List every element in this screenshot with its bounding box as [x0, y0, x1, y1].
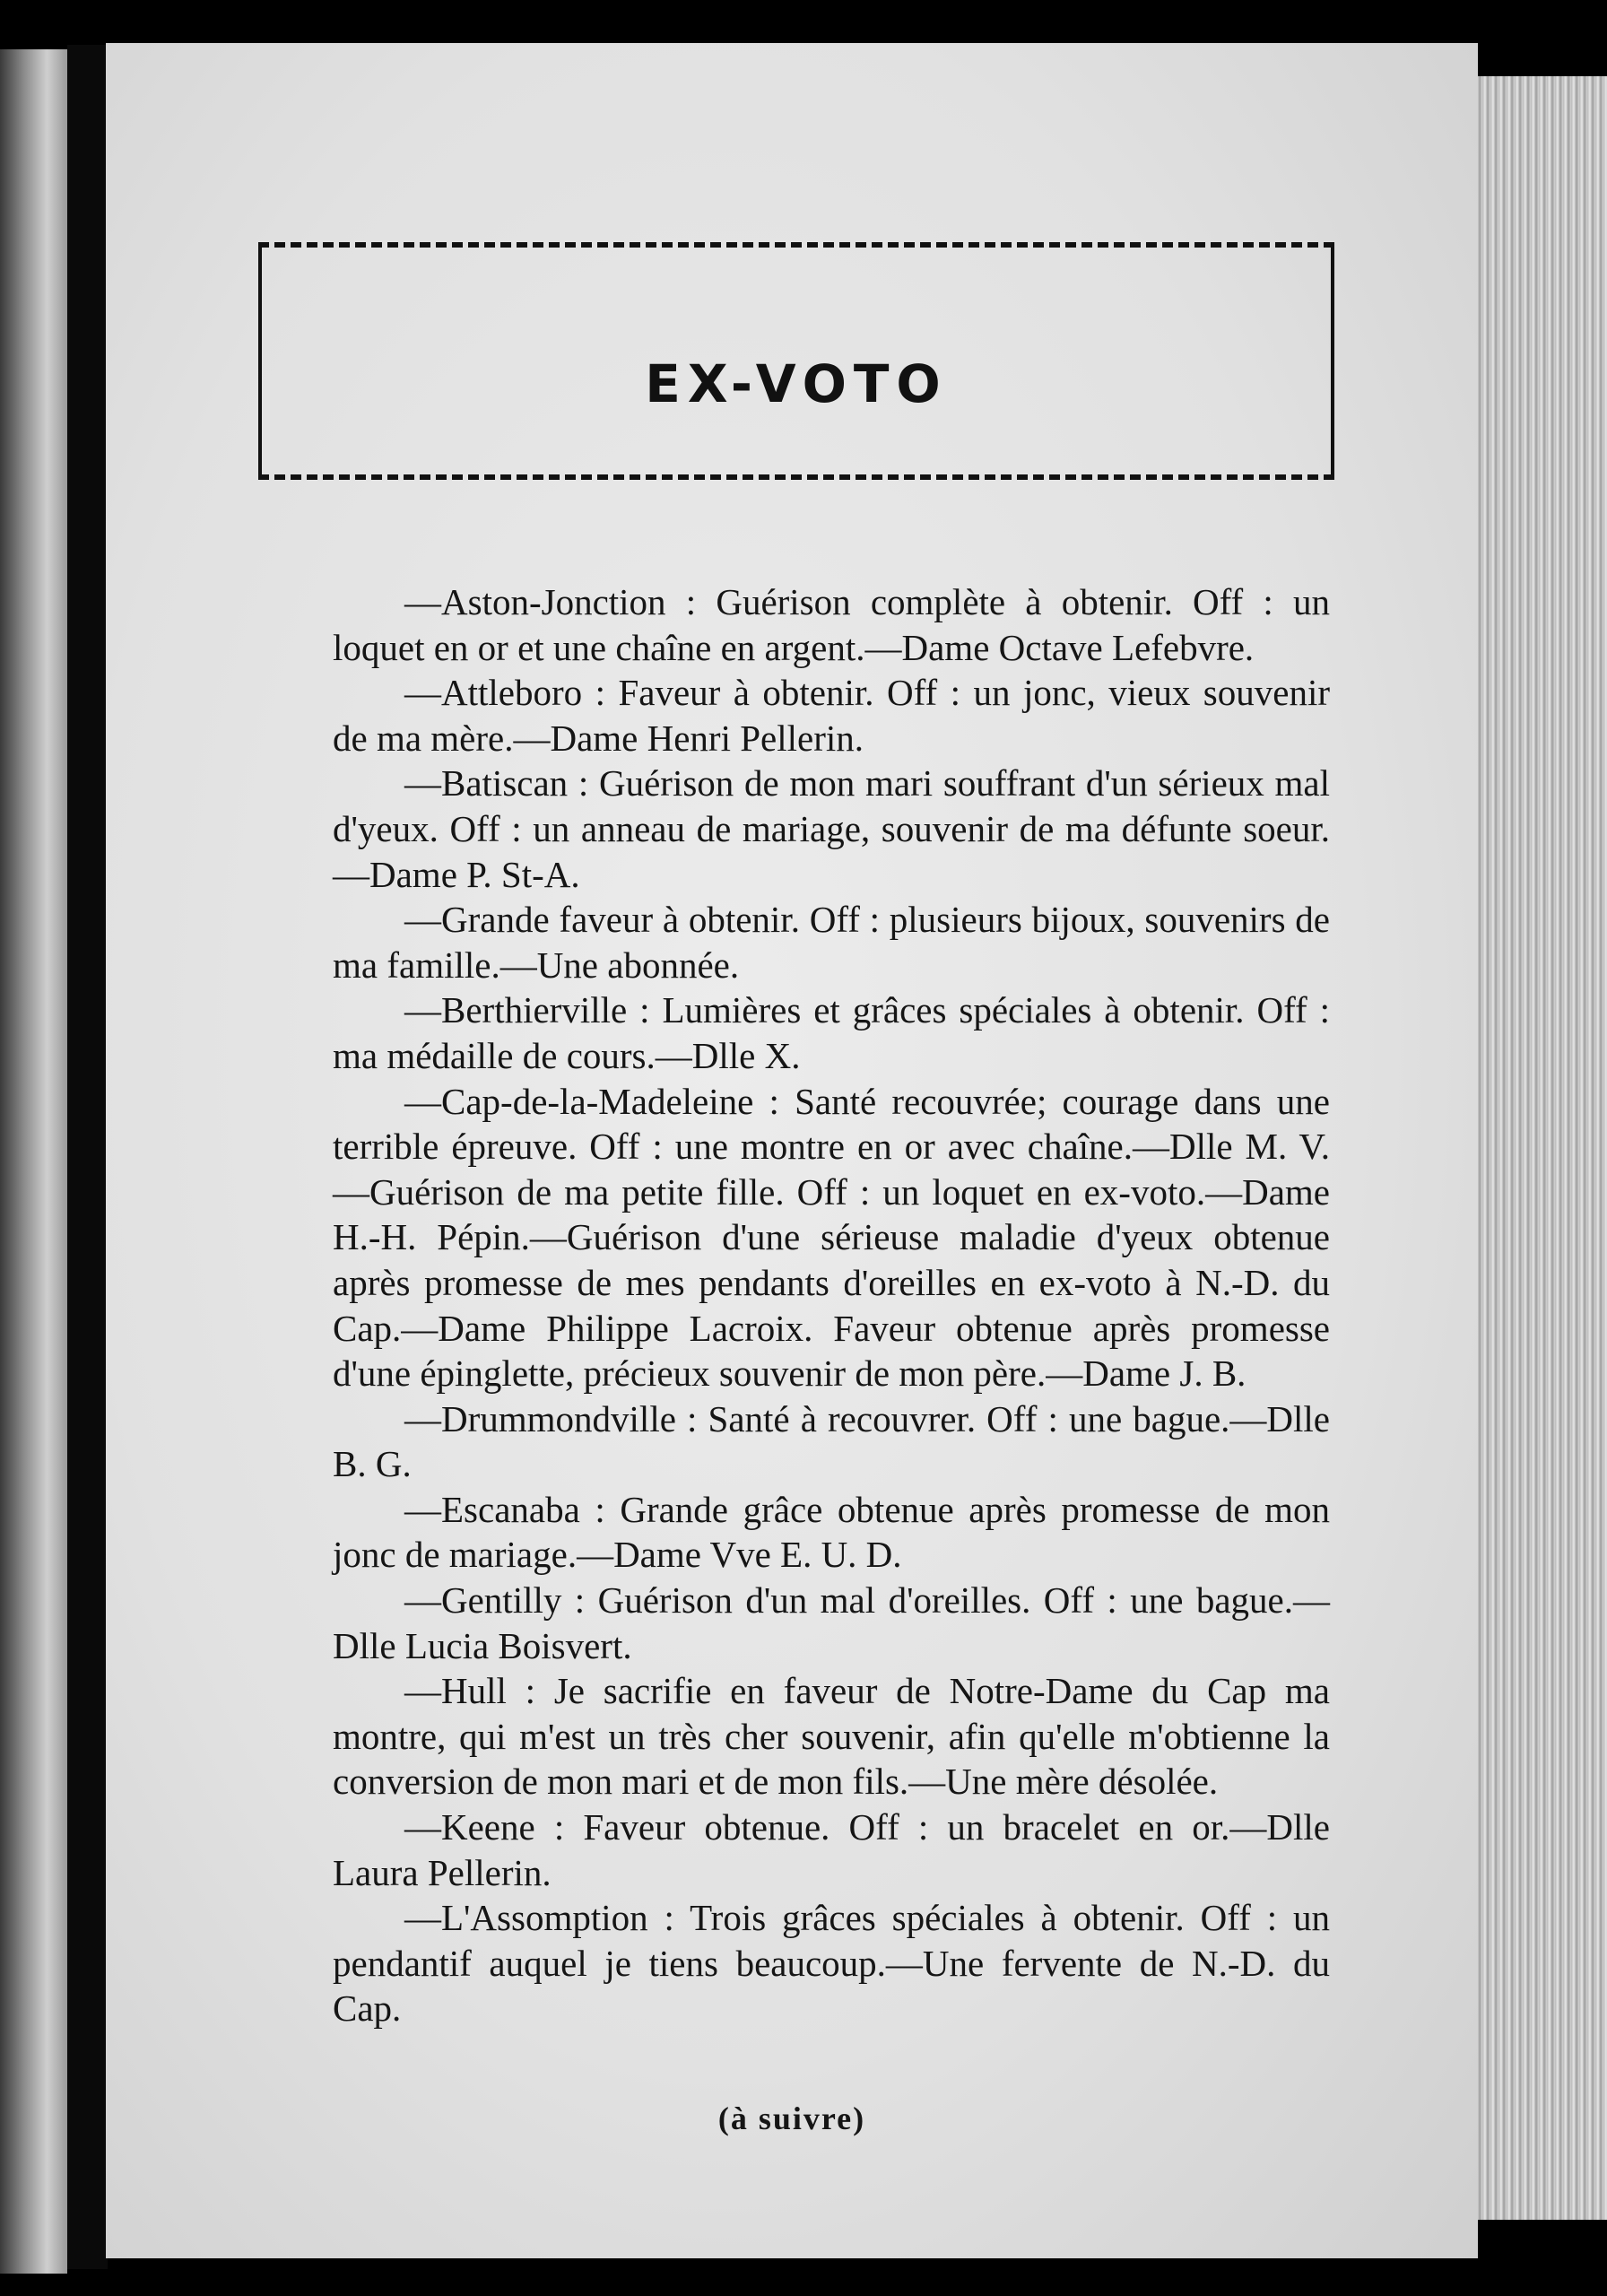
entry-cap-de-la-madeleine: —Cap-de-la-Madeleine : Santé recouvrée; courage dans une terrible épreuve. Off : une montre en or avec chaîne.—Dlle M. V.—Guérison de ma petite fille. Off : un loquet en ex-voto.—Dame H.-H. Pépin.—Guérison d'une sérieuse maladie d'yeux obtenue après promesse de mes pendants d'oreilles en ex-voto à N.-D. du Cap.—Dame Philippe Lacroix. Faveur obtenue après promesse d'une épinglette, précieux souvenir de mon père.—Dame J. B. — [333, 1080, 1330, 1395]
entry-keene: —Keene : Faveur obtenue. Off : un bracelet en or.—Dlle Laura Pellerin. — [333, 1806, 1330, 1893]
entry-lassomption: —L'Assomption : Trois grâces spéciales à obtenir. Off : un pendantif auquel je tiens beaucoup.—Une fervente de N.-D. du Cap. — [333, 1897, 1330, 2030]
entry-aston-jonction: —Aston-Jonction : Guérison complète à obtenir. Off : un loquet en or et une chaîne en argent.—Dame Octave Lefebvre. — [333, 581, 1330, 668]
page-title: EX-VOTO — [645, 353, 948, 414]
title-frame — [258, 242, 1334, 480]
entry-gentilly: —Gentilly : Guérison d'un mal d'oreilles. Off : une bague.—Dlle Lucia Boisvert. — [333, 1579, 1330, 1666]
ex-voto-entries — [333, 579, 1330, 2031]
entry-attleboro: —Attleboro : Faveur à obtenir. Off : un jonc, vieux souvenir de ma mère.—Dame Henri Pellerin. — [333, 672, 1330, 759]
entry-berthierville: —Berthierville : Lumières et grâces spéciales à obtenir. Off : ma médaille de cours.—Dlle X. — [333, 989, 1330, 1076]
entry-hull: —Hull : Je sacrifie en faveur de Notre-Dame du Cap ma montre, qui m'est un très cher souvenir, afin qu'elle m'obtienne la conversion de mon mari et de mon fils.—Une mère désolée. — [333, 1670, 1330, 1803]
page-stack-edge — [1471, 76, 1607, 2220]
entry-batiscan: —Batiscan : Guérison de mon mari souffrant d'un sérieux mal d'yeux. Off : un anneau de mariage, souvenir de ma défunte soeur.—Dame P. St-A. — [333, 762, 1330, 895]
entry-grande-faveur: —Grande faveur à obtenir. Off : plusieurs bijoux, souvenirs de ma famille.—Une abonnée. — [333, 899, 1330, 986]
entry-drummondville: —Drummondville : Santé à recouvrer. Off : une bague.—Dlle B. G. — [333, 1397, 1330, 1485]
entry-escanaba: —Escanaba : Grande grâce obtenue après promesse de mon jonc de mariage.—Dame Vve E. U. D. — [333, 1488, 1330, 1576]
book-page — [106, 43, 1478, 2258]
book-gutter — [67, 45, 108, 2269]
continued-note: (à suivre) — [717, 2100, 866, 2136]
left-book-edge — [0, 49, 67, 2274]
